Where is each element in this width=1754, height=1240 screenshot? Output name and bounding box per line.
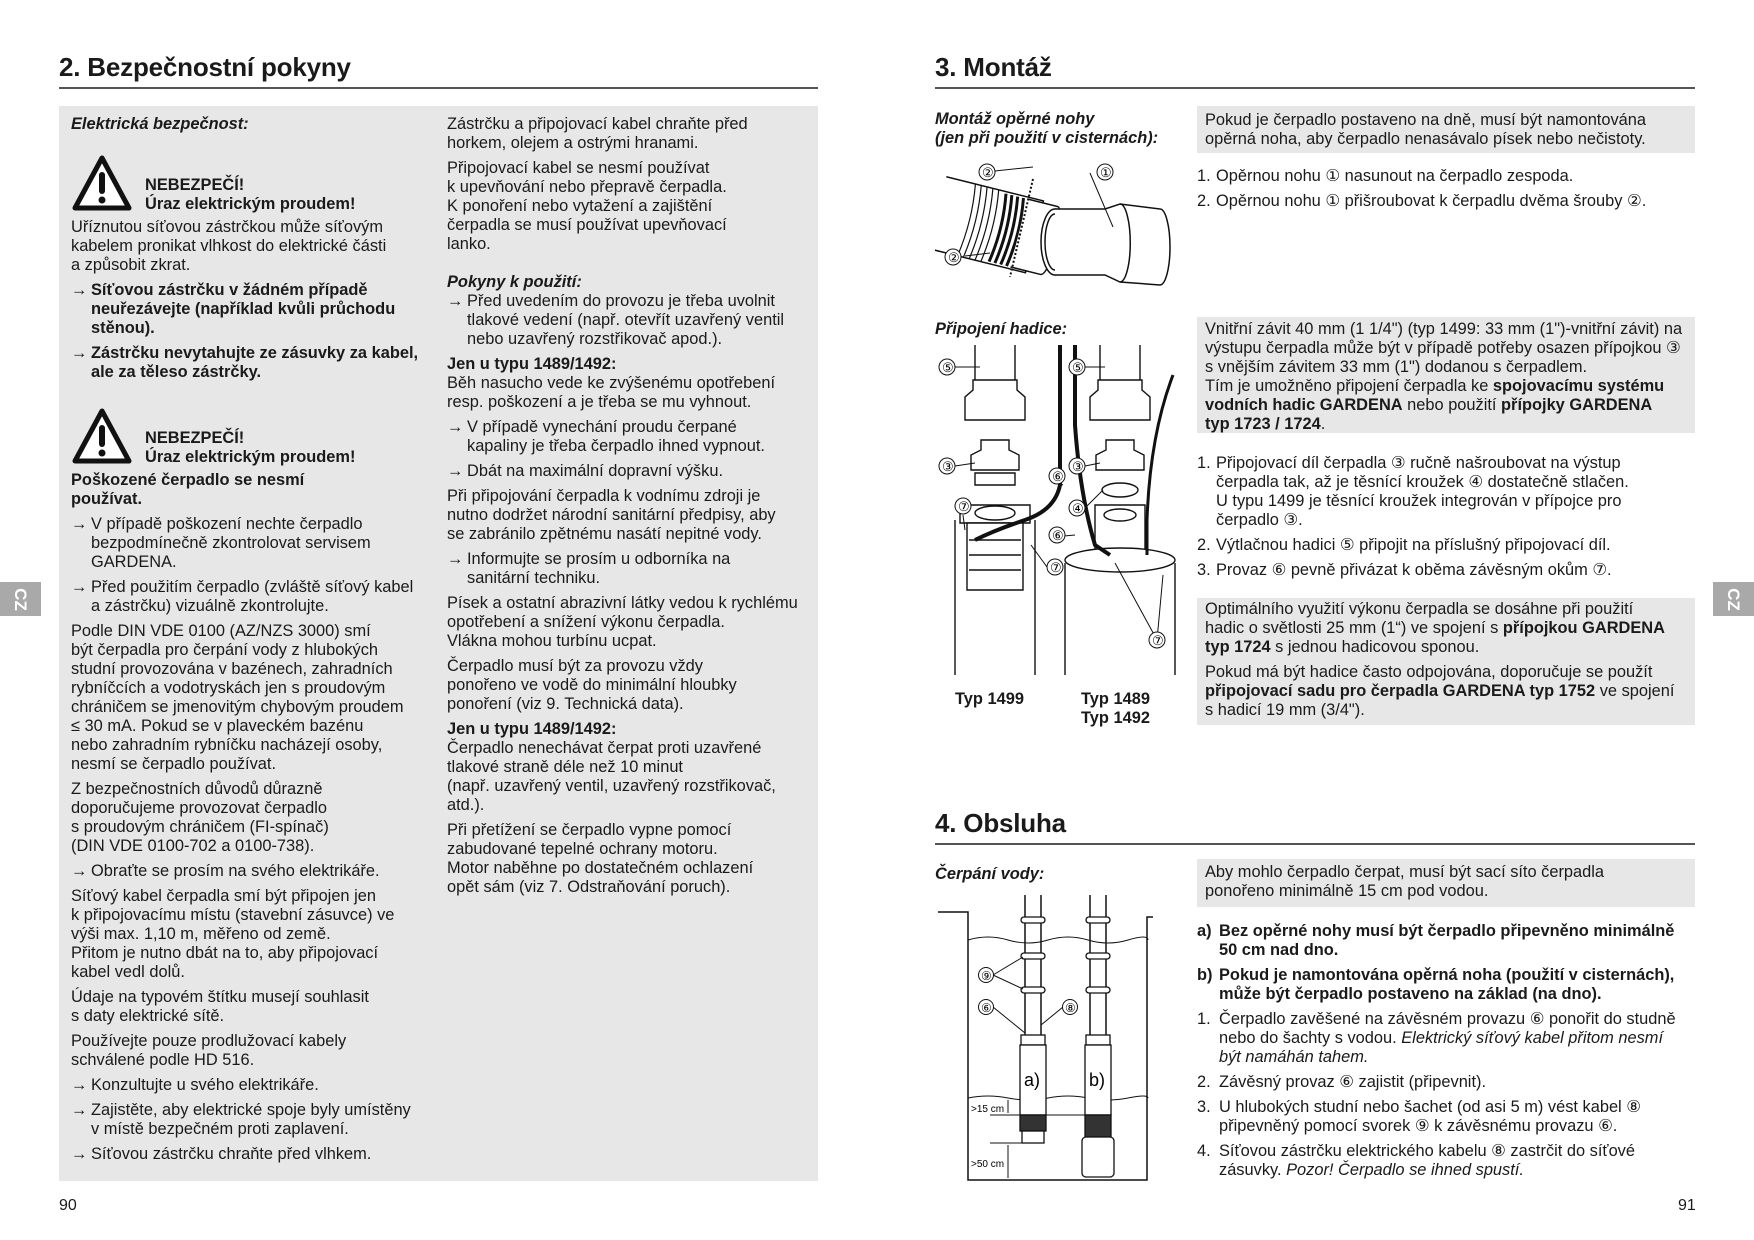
step-item [1197,561,1692,580]
bullet-item: → Zajistěte, aby elektrické spoje byly umístěny v místě bezpečném proti zaplavení. [71,1101,441,1139]
warning-title: NEBEZPEČÍ! [145,176,245,194]
paragraph: Při přetížení se čerpadlo vypne pomocí zabudované tepelné ochrany motoru. Motor naběhne po dostatečném ochlazení opět sám (viz 7. Odstraňování poruch). [447,821,754,896]
bullet-item: → Obraťte se prosím na svého elektrikáře. [71,862,441,881]
callout-7: ⑦ [1050,560,1062,575]
step-number: 2. [1197,536,1211,554]
step-number: 3. [1197,561,1211,579]
note-text: . [1320,415,1326,433]
foot-mount-steps [1197,167,1687,217]
step-text: U hlubokých studní nebo šachet (od asi 5 m) vést kabel ⑧ připevněný pomocí svorek ⑨ k závěsnému provazu ⑥. [1219,1098,1641,1135]
tip-text: ve spojení s hadicí 19 mm (3/4"). [1205,682,1675,719]
title-rule [935,87,1695,89]
step-item [1197,1098,1697,1136]
safety-column-1 [71,115,441,388]
step-text: Připojovací díl čerpadla ③ ručně našroubovat na výstup čerpadla tak, až je těsnící kroužek ④ dostatečně stlačen. U typu 1499 je těsnící kroužek integrován v přípojce pro čerpadlo ③. [1216,454,1629,529]
hose-connection-note [1197,317,1695,433]
step-text: Opěrnou nohu ① nasunout na čerpadlo zespoda. [1216,167,1574,185]
callout-2: ② [948,250,960,265]
note-bold: přípojky GARDENA typ 1723 / 1724 [1205,396,1653,433]
callout-4: ④ [1072,501,1084,516]
paragraph: Písek a ostatní abrazivní látky vedou k rychlému opotřebení a snížení výkonu čerpadla. Vlákna mohou turbínu ucpat. [447,594,798,650]
tip-text: s jednou hadicovou sponou. [1270,638,1480,656]
step-item [1197,1142,1697,1180]
case-text: Pokud je namontována opěrná noha (použití v cisternách), může být čerpadlo postaveno na základ (na dno). [1219,966,1675,1003]
bullet-item: → Před uvedením do provozu je třeba uvolnit tlakové vedení (např. otevřít uzavřený ventil nebo uzavřený rozstřikovač apod.). [447,292,812,349]
step-number: 4. [1197,1142,1211,1160]
bullet-item: → V případě poškození nechte čerpadlo bezpodmínečně zkontrolovat servisem GARDENA. [71,515,441,572]
case-letter: a) [1197,922,1212,940]
callout-6: ⑥ [981,1001,992,1015]
bullet-item: → V případě vynechání proudu čerpané kapaliny je třeba čerpadlo ihned vypnout. [447,418,812,456]
step-item [1197,167,1687,186]
danger-warning-1 [71,154,441,214]
language-tab-label: CZ [1723,587,1743,611]
foot-mount-note: Pokud je čerpadlo postaveno na dně, musí být namontována opěrná noha, aby čerpadlo nenasávalo písek nebo nečistoty. [1197,106,1695,153]
step-number: 1. [1197,1010,1211,1028]
step-item [1197,536,1692,555]
section-heading-electrical: Elektrická bezpečnost: [71,115,249,133]
paragraph: Zástrčku a připojovací kabel chraňte před horkem, olejem a ostrými hranami. [447,115,748,152]
paragraph-bold: Poškozené čerpadlo se nesmí používat. [71,471,305,508]
hose-connection-illustration [935,345,1180,685]
language-tab-left [0,582,41,616]
warning-triangle-icon [71,407,133,465]
callout-3: ③ [1072,459,1084,474]
pump-label-b: b) [1089,1070,1106,1090]
tip-paragraph [1205,663,1687,720]
step-item [1197,454,1692,530]
title-rule [59,87,818,89]
step-text: Závěsný provaz ⑥ zajistit (připevnit). [1219,1073,1487,1091]
case-text: Bez opěrné nohy musí být čerpadlo připevněno minimálně 50 cm nad dno. [1219,922,1675,959]
title-rule [935,843,1695,845]
warning-subtitle: Úraz elektrickým proudem! [145,195,356,213]
well-pumping-illustration [935,895,1155,1190]
bullet-item: → Dbát na maximální dopravní výšku. [447,462,812,481]
language-tab-right [1713,582,1754,616]
paragraph: Údaje na typovém štítku musejí souhlasit s daty elektrické sítě. [71,988,369,1025]
subheading: Jen u typu 1489/1492: [447,355,617,373]
paragraph: Používejte pouze prodlužovací kabely schválené podle HD 516. [71,1032,347,1069]
tip-text: Optimálního využití výkonu čerpadla se dosáhne při použití hadic o světlosti 25 mm (1“) ve spojení s [1205,600,1634,637]
type-label-1499: Typ 1499 [955,690,1024,708]
step-number: 3. [1197,1098,1211,1116]
callout-3: ③ [942,459,954,474]
dimension-50cm: >50 cm [971,1159,1005,1170]
callout-5: ⑤ [942,360,954,375]
step-item [1197,1010,1697,1067]
operation-instructions [1197,922,1697,1186]
pumping-label: Čerpání vody: [935,865,1045,883]
paragraph: Při připojování čerpadla k vodnímu zdroji je nutno dodržet národní sanitární předpisy, aby se zabránilo zpětnému nasátí nepitné vody. [447,487,776,543]
paragraph: Podle DIN VDE 0100 (AZ/NZS 3000) smí být čerpadla pro čerpání vody z hlubokých studní provozována v bazénech, zahradních rybníčcích a vodotryskách jen s proudovým chráničem se jmenovitým chybovým proudem ≤ 30 mA. Pokud se v plaveckém bazénu nebo zahradním rybníčku nacházejí osoby, nesmí se čerpadlo používat. [71,622,404,773]
bullet-item: → Informujte se prosím u odborníka na sanitární techniku. [447,550,812,588]
foot-mount-illustration [935,157,1185,302]
subheading: Jen u typu 1489/1492: [447,720,617,738]
page-title-assembly: 3. Montáž [935,52,1052,82]
step-text: Čerpadlo zavěšené na závěsném provazu ⑥ ponořit do studně nebo do šachty s vodou. [1219,1010,1676,1047]
callout-6: ⑥ [1052,528,1064,543]
hose-connection-steps [1197,454,1692,586]
callout-5: ⑤ [1072,360,1084,375]
callout-2: ② [982,165,994,180]
note-text: Vnitřní závit 40 mm (1 1/4") (typ 1499: 33 mm (1")-vnitřní závit) na výstupu čerpadla může být v případě potřeby osazen přípojkou ③ s vnějším závitem 33 mm (1") dodanou s čerpadlem. Tím je umožněno připojení čerpadla ke [1205,320,1683,395]
pumping-note: Aby mohlo čerpadlo čerpat, musí být sací síto čerpadla ponořeno minimálně 15 cm pod vodou. [1197,859,1695,907]
step-text: Výtlačnou hadici ⑤ připojit na příslušný připojovací díl. [1216,536,1611,554]
tip-bold: připojovací sadu pro čerpadla GARDENA typ 1752 [1205,682,1596,700]
safety-column-1-lower [71,407,441,1170]
warning-triangle-icon [71,154,133,212]
paragraph: Připojovací kabel se nesmí používat k upevňování nebo přepravě čerpadla. K ponoření nebo vytažení a zajištění čerpadla se musí používat upevňovací lanko. [447,159,727,253]
safety-column-2 [447,115,812,260]
step-number: 2. [1197,192,1211,210]
pump-label-a: a) [1024,1070,1041,1090]
note-bold: spojovacímu systému vodních hadic GARDENA [1205,377,1665,414]
step-text: Provaz ⑥ pevně přivázat k oběma závěsným okům ⑦. [1216,561,1612,579]
hose-connection-label: Připojení hadice: [935,320,1068,338]
callout-6: ⑥ [1052,469,1064,484]
step-italic-note: Pozor! Čerpadlo se ihned spustí. [1286,1161,1524,1179]
callout-1: ① [1100,165,1112,180]
paragraph: Běh nasucho vede ke zvýšenému opotřebení resp. poškození a je třeba se mu vyhnout. [447,374,776,411]
case-letter: b) [1197,966,1213,984]
callout-8: ⑧ [1065,1001,1076,1015]
section-title-operation: 4. Obsluha [935,808,1066,838]
step-number: 2. [1197,1073,1211,1091]
step-italic-note: Elektrický síťový kabel přitom nesmí být namáhán tahem. [1219,1029,1664,1066]
paragraph: Čerpadlo musí být za provozu vždy ponořeno ve vodě do minimální hloubky ponoření (viz 9. Technická data). [447,657,737,713]
hose-tips-box [1197,598,1695,725]
step-item [1197,192,1687,211]
note-text: nebo použití [1402,396,1502,414]
case-item [1197,922,1697,960]
step-item [1197,1073,1697,1092]
page-title-safety: 2. Bezpečnostní pokyny [59,52,351,82]
step-text: Opěrnou nohu ① přišroubovat k čerpadlu dvěma šrouby ②. [1216,192,1647,210]
dimension-15cm: >15 cm [971,1104,1005,1115]
language-tab-label: CZ [10,587,30,611]
tip-text: Pokud má být hadice často odpojována, doporučuje se použít [1205,663,1653,681]
bullet-item: → Konzultujte u svého elektrikáře. [71,1076,441,1095]
callout-7: ⑦ [1152,633,1164,648]
type-label-1492: Typ 1492 [1081,709,1150,727]
bullet-item: → Síťovou zástrčku v žádném případě neuřezávejte (například kvůli průchodu stěnou). [71,281,441,338]
bullet-item: → Zástrčku nevytahujte ze zásuvky za kabel, ale za těleso zástrčky. [71,344,441,382]
paragraph: Čerpadlo nenechávat čerpat proti uzavřené tlakové straně déle než 10 minut (např. uzavřený ventil, uzavřený rozstřikovač, atd.). [447,739,776,814]
step-number: 1. [1197,454,1211,472]
paragraph: Z bezpečnostních důvodů důrazně doporučujeme provozovat čerpadlo s proudovým chráničem (FI-spínač) (DIN VDE 0100-702 a 0100-738). [71,780,329,855]
paragraph: Síťový kabel čerpadla smí být připojen jen k připojovacímu místu (stavební zásuvce) ve výši max. 1,10 m, měřeno od země. Přitom je nutno dbát na to, aby připojovací kabel vedl dolů. [71,887,395,981]
type-label-1489: Typ 1489 [1081,690,1150,708]
warning-title: NEBEZPEČÍ! [145,429,245,447]
foot-mount-label: Montáž opěrné nohy (jen při použití v cisternách): [935,110,1159,147]
warning-subtitle: Úraz elektrickým proudem! [145,448,356,466]
bullet-item: → Síťovou zástrčku chraňte před vlhkem. [71,1145,441,1164]
page-number-right: 91 [1678,1197,1696,1214]
tip-paragraph [1205,600,1687,657]
paragraph: Uříznutou síťovou zástrčkou může síťovým kabelem pronikat vlhkost do elektrické části a způsobit zkrat. [71,218,387,274]
danger-warning-2 [71,407,441,467]
page-number-left: 90 [59,1197,77,1214]
case-item [1197,966,1697,1004]
section-heading-usage: Pokyny k použití: [447,273,582,291]
bullet-item: → Před použitím čerpadlo (zvláště síťový kabel a zástrčku) vizuálně zkontrolujte. [71,578,441,616]
usage-instructions [447,273,812,903]
tip-bold: přípojkou GARDENA typ 1724 [1205,619,1665,656]
callout-7: ⑦ [958,499,970,514]
step-text: Síťovou zástrčku elektrického kabelu ⑧ zastrčit do síťové zásuvky. [1219,1142,1635,1179]
callout-9: ⑨ [981,969,992,983]
step-number: 1. [1197,167,1211,185]
